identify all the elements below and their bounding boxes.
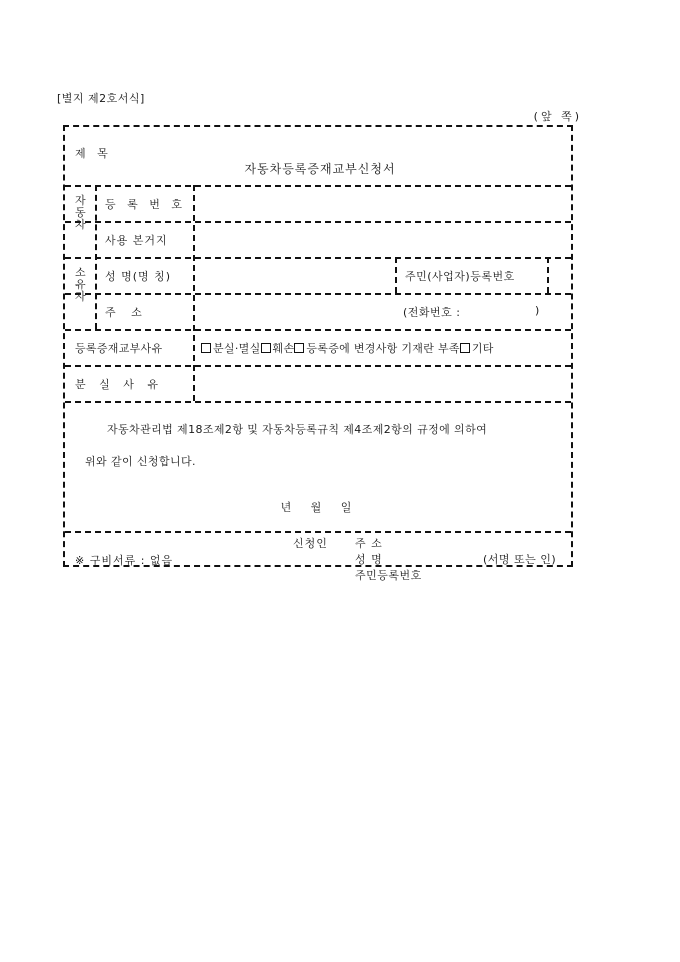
checkbox-loss-label: 분실·멸실 — [213, 342, 261, 355]
checkbox-other-label: 기타 — [471, 342, 494, 355]
title-field-label: 제 목 — [75, 147, 112, 160]
name-label: 성 명(명 칭) — [105, 270, 172, 283]
checkbox-no-space-box[interactable] — [294, 343, 304, 353]
rule-usage-bottom — [65, 257, 571, 259]
rule-resident-col-right — [547, 257, 549, 293]
seal-note: (서명 또는 인) — [483, 553, 557, 566]
statement-line-2: 위와 같이 신청합니다. — [85, 455, 196, 468]
checkbox-damage-label: 훼손 — [272, 342, 295, 355]
vehicle-group-label: 자 동 차 — [75, 194, 86, 231]
phone-close-paren: ) — [535, 304, 540, 317]
checkbox-loss-box[interactable] — [201, 343, 211, 353]
signature-name-label: 성 명 — [355, 553, 383, 566]
rule-name-bottom — [65, 293, 571, 295]
registration-number-label: 등 록 번 호 — [105, 198, 186, 211]
rule-footer-top — [65, 531, 571, 533]
rule-reason-bottom — [65, 365, 571, 367]
phone-label: (전화번호 : — [403, 306, 461, 319]
applicant-group-label: 소 유 자 — [75, 266, 86, 303]
signature-resident-label: 주민등록번호 — [355, 569, 422, 582]
form-table-inner — [65, 127, 571, 582]
checkbox-no-space[interactable] — [294, 342, 459, 355]
checkbox-other-box[interactable] — [460, 343, 470, 353]
form-number-label: [별지 제2호서식] — [57, 92, 145, 105]
rule-title-bottom — [65, 185, 571, 187]
signature-address-label: 주 소 — [355, 537, 383, 550]
checkbox-other[interactable] — [460, 342, 494, 355]
form-table — [63, 125, 573, 582]
date-line[interactable]: 년 월 일 — [280, 501, 360, 514]
checkbox-damage-box[interactable] — [261, 343, 271, 353]
document-title: 자동차등록증재교부신청서 — [244, 162, 396, 176]
rule-loss-bottom — [65, 401, 571, 403]
rule-label-col — [193, 185, 195, 401]
rule-address-bottom — [65, 329, 571, 331]
resident-number-label: 주민(사업자)등록번호 — [405, 270, 515, 283]
checkbox-no-space-label: 등록증에 변경사항 기재란 부족 — [306, 342, 460, 355]
checkbox-loss[interactable] — [201, 342, 261, 355]
statement-line-1: 자동차관리법 제18조제2항 및 자동차등록규칙 제4조제2항의 규정에 의하여 — [107, 423, 488, 436]
reason-label: 등록증재교부사유 — [75, 342, 163, 355]
page-side-note: (앞 쪽) — [533, 110, 582, 123]
rule-group-col — [95, 185, 97, 329]
checkbox-damage[interactable] — [261, 342, 295, 355]
loss-fact-label: 분 실 사 유 — [75, 378, 163, 391]
usage-base-label: 사용 본거지 — [105, 234, 168, 247]
rule-resident-col — [395, 257, 397, 293]
reason-checkbox-group — [201, 340, 494, 356]
address-label: 주 소 — [105, 306, 148, 319]
rule-reg-bottom — [65, 221, 571, 223]
applicant-label: 신청인 — [293, 537, 328, 550]
footer-note: ※ 구비서류 : 없음 — [75, 554, 174, 567]
